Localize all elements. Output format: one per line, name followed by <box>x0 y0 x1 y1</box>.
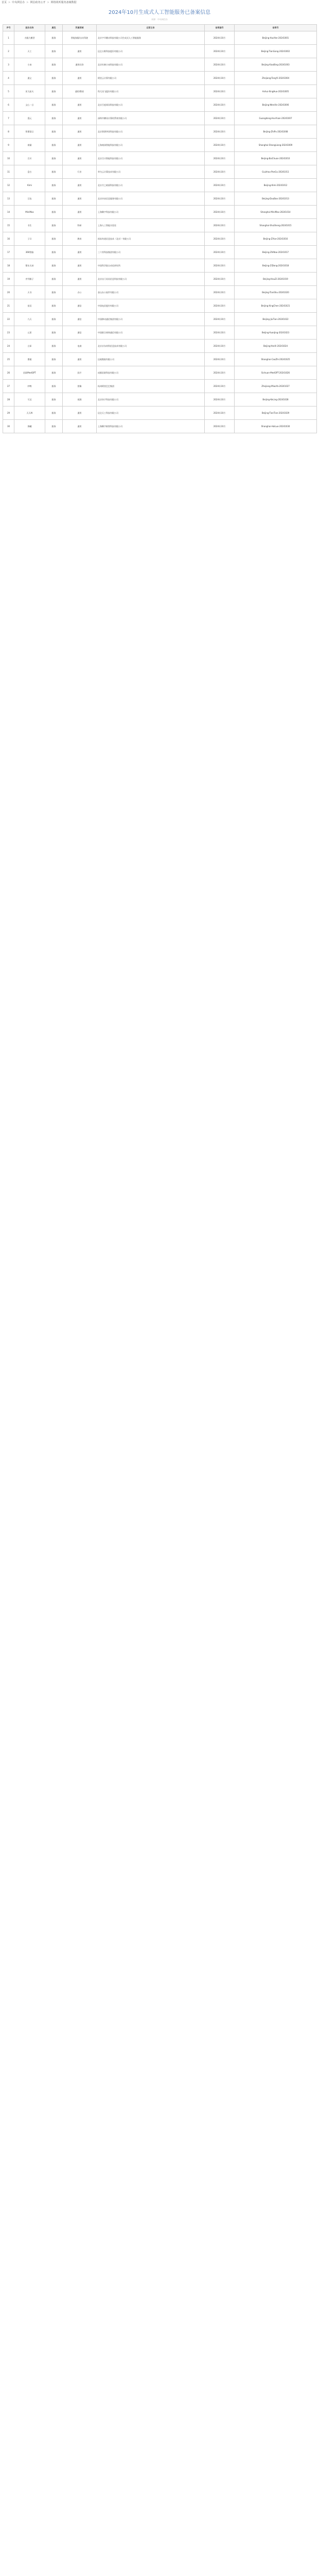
table-cell: 2024年10月 <box>205 380 235 393</box>
column-header: 服务名称 <box>14 25 45 31</box>
table-cell: 通义 <box>14 72 45 85</box>
table-cell: 通用 <box>63 420 97 433</box>
table-cell: 7 <box>3 112 14 125</box>
table-cell: 医疗 <box>63 366 97 380</box>
table-row <box>3 246 317 259</box>
table-cell: 通用问答 <box>63 58 97 72</box>
table-cell: 北京出门问问信息科技有限公司 <box>97 273 205 286</box>
table-cell: 4 <box>3 72 14 85</box>
table-cell: 8 <box>3 125 14 139</box>
table-row <box>3 45 317 58</box>
table-cell: 昆仑天工科技有限公司 <box>97 406 205 420</box>
breadcrumb-category[interactable]: 网信政务公开 <box>30 1 46 4</box>
column-header: 所属领域 <box>63 25 97 31</box>
table-cell: Beijing-KeLing-20241028 <box>235 393 317 406</box>
table-row <box>3 366 317 380</box>
table-cell: 紫东太初 <box>14 259 45 273</box>
table-cell: 26 <box>3 366 14 380</box>
table-cell: 20 <box>3 286 14 299</box>
table-row <box>3 380 317 393</box>
table-cell: 通用 <box>63 45 97 58</box>
table-cell: 通信 <box>63 299 97 313</box>
table-cell: 服务 <box>45 366 63 380</box>
table-cell: 通用 <box>63 72 97 85</box>
table-cell: 360智脑 <box>14 246 45 259</box>
table-cell: 书生 <box>14 219 45 232</box>
table-cell: 通用 <box>63 98 97 112</box>
table-cell: 2024年10月 <box>205 112 235 125</box>
table-cell: Beijing-TianGong-20241002 <box>235 45 317 58</box>
table-cell: Beijing-ZhiNao-20241017 <box>235 246 317 259</box>
table-cell: 2024年10月 <box>205 139 235 152</box>
table-cell: 天工 <box>14 45 45 58</box>
table-cell: 杭州阿里巴巴集团 <box>97 380 205 393</box>
table-cell: 6 <box>3 98 14 112</box>
table-cell: Beijing-YanXi-20241024 <box>235 340 317 353</box>
table-cell: Shanghai-HaiLuo-20241030 <box>235 420 317 433</box>
table-cell: 通用 <box>63 406 97 420</box>
table-cell: 19 <box>3 273 14 286</box>
table-cell: 30 <box>3 420 14 433</box>
table-cell: 28 <box>3 393 14 406</box>
table-cell: 服务 <box>45 286 63 299</box>
table-cell: 13 <box>3 192 14 206</box>
table-cell: 服务 <box>45 192 63 206</box>
table-cell: 上海商汤智能科技有限公司 <box>97 139 205 152</box>
table-cell: Kimi <box>14 179 45 192</box>
table-cell: 北京百川智能科技有限公司 <box>97 152 205 165</box>
table-cell: 通信 <box>63 313 97 326</box>
table-cell: MiniMax <box>14 206 45 219</box>
table-cell: 上海稀宇科技有限公司 <box>97 206 205 219</box>
table-cell: 北京智谱华章科技有限公司 <box>97 125 205 139</box>
table-cell: 2024年10月 <box>205 326 235 340</box>
table-cell: 15 <box>3 219 14 232</box>
table-cell: 服务 <box>45 340 63 353</box>
table-cell: 服务 <box>45 72 63 85</box>
table-cell: 12 <box>3 179 14 192</box>
table-cell: 服务 <box>45 206 63 219</box>
table-cell: 北京抖音信息服务有限公司 <box>97 192 205 206</box>
column-header: 序号 <box>3 25 14 31</box>
table-cell: 元景 <box>14 326 45 340</box>
table-cell: 星辰 <box>14 299 45 313</box>
table-row <box>3 112 317 125</box>
table-cell: 北京字节跳动科技有限公司生成式人工智能服务 <box>97 31 205 45</box>
table-cell: 通用 <box>63 273 97 286</box>
table-cell: 中国联合网络通信有限公司 <box>97 326 205 340</box>
table-cell: 14 <box>3 206 14 219</box>
table-cell: Beijing-TianShu-20241020 <box>235 286 317 299</box>
source-line: 来源：中央网信办 <box>151 18 168 21</box>
table-cell: Beijing-ZhiPu-20241008 <box>235 125 317 139</box>
table-row <box>3 406 317 420</box>
table-row <box>3 165 317 179</box>
table-cell: 2024年10月 <box>205 232 235 246</box>
table-cell: 2024年10月 <box>205 98 235 112</box>
table-cell: 2024年10月 <box>205 206 235 219</box>
breadcrumb-separator: > <box>47 1 49 4</box>
table-cell: Beijing-Kimi-20241012 <box>235 179 317 192</box>
table-row <box>3 313 317 326</box>
table-cell: 2024年10月 <box>205 152 235 165</box>
table-cell: 服务 <box>45 58 63 72</box>
table-row <box>3 125 317 139</box>
table-cell: 21 <box>3 299 14 313</box>
table-cell: 2024年10月 <box>205 31 235 45</box>
table-row <box>3 326 317 340</box>
table-cell: 服务 <box>45 179 63 192</box>
table-cell: 2024年10月 <box>205 72 235 85</box>
table-cell: 2024年10月 <box>205 125 235 139</box>
table-cell: 2024年10月 <box>205 420 235 433</box>
table-cell: 2024年10月 <box>205 406 235 420</box>
table-cell: 服务 <box>45 125 63 139</box>
column-header: 运营主体 <box>97 25 205 31</box>
table-body <box>3 31 317 433</box>
table-cell: 2024年10月 <box>205 219 235 232</box>
table-cell: 5 <box>3 85 14 98</box>
table-cell: 商量 <box>14 139 45 152</box>
table-cell: 办公 <box>63 286 97 299</box>
table-cell: 服务 <box>45 406 63 420</box>
table-cell: 2024年10月 <box>205 58 235 72</box>
table-cell: 2024年10月 <box>205 246 235 259</box>
table-header-row <box>3 25 317 31</box>
table-cell: 2024年10月 <box>205 353 235 366</box>
table-cell: 服务 <box>45 98 63 112</box>
table-cell: 通用 <box>63 353 97 366</box>
table-cell: 智谱清言 <box>14 125 45 139</box>
table-cell: 网易有道信息技术（北京）有限公司 <box>97 232 205 246</box>
table-cell: 教育 <box>63 232 97 246</box>
table-cell: 10 <box>3 152 14 165</box>
table-cell: 服务 <box>45 259 63 273</box>
table-cell: 文心一言 <box>14 98 45 112</box>
table-row <box>3 152 317 165</box>
table-cell: 混元 <box>14 112 45 125</box>
table-cell: 2024年10月 <box>205 165 235 179</box>
table-row <box>3 31 317 45</box>
table-cell: 服务 <box>45 246 63 259</box>
table-cell: 服务 <box>45 31 63 45</box>
table-cell: 可灵 <box>14 393 45 406</box>
table-cell: 通用 <box>63 192 97 206</box>
table-cell: 2024年10月 <box>205 313 235 326</box>
table-cell: 小冰 <box>14 58 45 72</box>
table-cell: 通用 <box>63 206 97 219</box>
table-cell: 智能客服/自动驾驶 <box>63 31 97 45</box>
table-cell: 11 <box>3 165 14 179</box>
table-cell: Beijing-WenXin-20241006 <box>235 98 317 112</box>
breadcrumb <box>2 1 77 5</box>
table-cell: Sichuan-MedGPT-20241026 <box>235 366 317 380</box>
table-cell: 服务 <box>45 152 63 165</box>
table-cell: Zhejiang-TongYi-20241004 <box>235 72 317 85</box>
table-cell: 2024年10月 <box>205 192 235 206</box>
table-cell: Beijing-HouZi-20241019 <box>235 273 317 286</box>
table-cell: 服务 <box>45 353 63 366</box>
table-cell: 上海人工智能实验室 <box>97 219 205 232</box>
table-cell: 盘古 <box>14 165 45 179</box>
table-row <box>3 259 317 273</box>
table-cell: 通用 <box>63 246 97 259</box>
table-cell: 17 <box>3 246 14 259</box>
table-cell: 23 <box>3 326 14 340</box>
column-header: 属性 <box>45 25 63 31</box>
table-cell: 成都医联科技有限公司 <box>97 366 205 380</box>
table-row <box>3 420 317 433</box>
table-cell: 行业 <box>63 165 97 179</box>
table-cell: 通信 <box>63 326 97 340</box>
table-cell: 服务 <box>45 165 63 179</box>
table-row <box>3 219 317 232</box>
table-cell: 九天 <box>14 313 45 326</box>
table-cell: Beijing-HuoYan-20241001 <box>235 31 317 45</box>
table-cell: 百川 <box>14 152 45 165</box>
table-cell: 天天AI <box>14 406 45 420</box>
table-cell: 火眼大模型 <box>14 31 45 45</box>
table-cell: 服务 <box>45 313 63 326</box>
table-cell: 电商 <box>63 340 97 353</box>
table-cell: 24 <box>3 340 14 353</box>
table-cell: Shanghai-ShuSheng-20241015 <box>235 219 317 232</box>
table-cell: 华为云计算技术有限公司 <box>97 165 205 179</box>
table-cell: 9 <box>3 139 14 152</box>
table-cell: 16 <box>3 232 14 246</box>
table-cell: 通用 <box>63 125 97 139</box>
table-cell: Beijing-ZiDong-20241018 <box>235 259 317 273</box>
table-cell: Guizhou-PanGu-20241011 <box>235 165 317 179</box>
table-cell: 科大讯飞股份有限公司 <box>97 85 205 98</box>
table-row <box>3 299 317 313</box>
table-row <box>3 192 317 206</box>
table-cell: 图像 <box>63 380 97 393</box>
table-cell: 2 <box>3 45 14 58</box>
table-cell: 医联MedGPT <box>14 366 45 380</box>
table-row <box>3 273 317 286</box>
table-cell: 通用 <box>63 259 97 273</box>
table-cell: 22 <box>3 313 14 326</box>
table-cell: Beijing-ZiYue-20241016 <box>235 232 317 246</box>
table-cell: 上海稀宇极智科技有限公司 <box>97 420 205 433</box>
table-cell: 18 <box>3 259 14 273</box>
table-cell: 1 <box>3 31 14 45</box>
table-cell: 子曰 <box>14 232 45 246</box>
table-cell: 通用 <box>63 139 97 152</box>
table-cell: 海螺 <box>14 420 45 433</box>
table-row <box>3 58 317 72</box>
table-cell: 服务 <box>45 326 63 340</box>
table-cell: Beijing-XingChen-20241021 <box>235 299 317 313</box>
table-cell: 25 <box>3 353 14 366</box>
table-row <box>3 72 317 85</box>
table-cell: 2024年10月 <box>205 286 235 299</box>
table-cell: 曹植 <box>14 353 45 366</box>
table-cell: 27 <box>3 380 14 393</box>
table-cell: 北京红棉小冰科技有限公司 <box>97 58 205 72</box>
table-cell: 服务 <box>45 380 63 393</box>
table-row <box>3 353 317 366</box>
table-cell: 讯飞星火 <box>14 85 45 98</box>
table-cell: Zhejiang-MiaoYa-20241027 <box>235 380 317 393</box>
breadcrumb-home[interactable]: 首页 <box>2 1 7 4</box>
table-row <box>3 98 317 112</box>
table-cell: 北京快手科技有限公司 <box>97 393 205 406</box>
table-cell: 昆仑万维科技股份有限公司 <box>97 45 205 58</box>
table-row <box>3 85 317 98</box>
table-cell: Shanghai-MiniMax-20241014 <box>235 206 317 219</box>
table-cell: 北京月之暗面科技有限公司 <box>97 179 205 192</box>
table-cell: 29 <box>3 406 14 420</box>
table-cell: Guangdong-HunYuan-20241007 <box>235 112 317 125</box>
breadcrumb-separator: > <box>26 1 29 4</box>
table-cell: 服务 <box>45 219 63 232</box>
breadcrumb-current: 网络视听服务备案数据 <box>50 1 77 4</box>
table-cell: 通用/教育 <box>63 85 97 98</box>
column-header: 备案号 <box>235 25 317 31</box>
table-cell: 服务 <box>45 85 63 98</box>
table-cell: 序列猴子 <box>14 273 45 286</box>
table-row <box>3 286 317 299</box>
table-cell: 2024年10月 <box>205 273 235 286</box>
table-cell: 通用 <box>63 112 97 125</box>
table-cell: Anhui-XingHuo-20241005 <box>235 85 317 98</box>
table-cell: 天书 <box>14 286 45 299</box>
table-row <box>3 206 317 219</box>
table-cell: 阿里云计算有限公司 <box>97 72 205 85</box>
table-cell: 言犀 <box>14 340 45 353</box>
registration-table <box>3 24 317 433</box>
breadcrumb-section[interactable]: 中央网信办 <box>12 1 25 4</box>
table-cell: 2024年10月 <box>205 393 235 406</box>
table-cell: 2024年10月 <box>205 45 235 58</box>
table-cell: 服务 <box>45 299 63 313</box>
table-cell: Beijing-TianTian-20241029 <box>235 406 317 420</box>
table-cell: 中国移动通信集团有限公司 <box>97 313 205 326</box>
table-cell: 科研 <box>63 219 97 232</box>
breadcrumb-separator: > <box>8 1 11 4</box>
table-cell: 金山办公软件有限公司 <box>97 286 205 299</box>
table-cell: 服务 <box>45 393 63 406</box>
table-cell: 服务 <box>45 45 63 58</box>
table-cell: Shanghai-ShangLiang-20241009 <box>235 139 317 152</box>
table-cell: Beijing-BaiChuan-20241010 <box>235 152 317 165</box>
table-row <box>3 340 317 353</box>
table-cell: 达观数据有限公司 <box>97 353 205 366</box>
table-cell: 北京京东尚科信息技术有限公司 <box>97 340 205 353</box>
table-cell: 2024年10月 <box>205 179 235 192</box>
table-cell: 视频 <box>63 393 97 406</box>
table-row <box>3 139 317 152</box>
column-header: 备案编号 <box>205 25 235 31</box>
table-cell: 2024年10月 <box>205 340 235 353</box>
table-cell: Beijing-YuanJing-20241023 <box>235 326 317 340</box>
table-cell: 2024年10月 <box>205 366 235 380</box>
table-cell: 深圳市腾讯计算机系统有限公司 <box>97 112 205 125</box>
table-row <box>3 179 317 192</box>
table-cell: 妙鸭 <box>14 380 45 393</box>
table-cell: 服务 <box>45 420 63 433</box>
table-cell: 通用 <box>63 152 97 165</box>
table-cell: Beijing-JiuTian-20241022 <box>235 313 317 326</box>
table-cell: 服务 <box>45 139 63 152</box>
table-row <box>3 393 317 406</box>
table-cell: 服务 <box>45 232 63 246</box>
page-title: 2024年10月生成式人工智能服务已备案信息 <box>108 10 211 15</box>
table-cell: Shanghai-CaoZhi-20241025 <box>235 353 317 366</box>
table-cell: 服务 <box>45 112 63 125</box>
table-cell: 中国科学院自动化研究所 <box>97 259 205 273</box>
table-cell: 通用 <box>63 179 97 192</box>
table-cell: 豆包 <box>14 192 45 206</box>
table-cell: 北京百度网讯科技有限公司 <box>97 98 205 112</box>
table-cell: 服务 <box>45 273 63 286</box>
table-cell: 中国电信股份有限公司 <box>97 299 205 313</box>
table-row <box>3 232 317 246</box>
table-cell: 2024年10月 <box>205 85 235 98</box>
table-cell: 2024年10月 <box>205 259 235 273</box>
table-cell: Beijing-DouBao-20241013 <box>235 192 317 206</box>
table-cell: 三六零科技集团有限公司 <box>97 246 205 259</box>
table-cell: Beijing-XiaoBing-20241003 <box>235 58 317 72</box>
table-cell: 3 <box>3 58 14 72</box>
table-cell: 2024年10月 <box>205 299 235 313</box>
